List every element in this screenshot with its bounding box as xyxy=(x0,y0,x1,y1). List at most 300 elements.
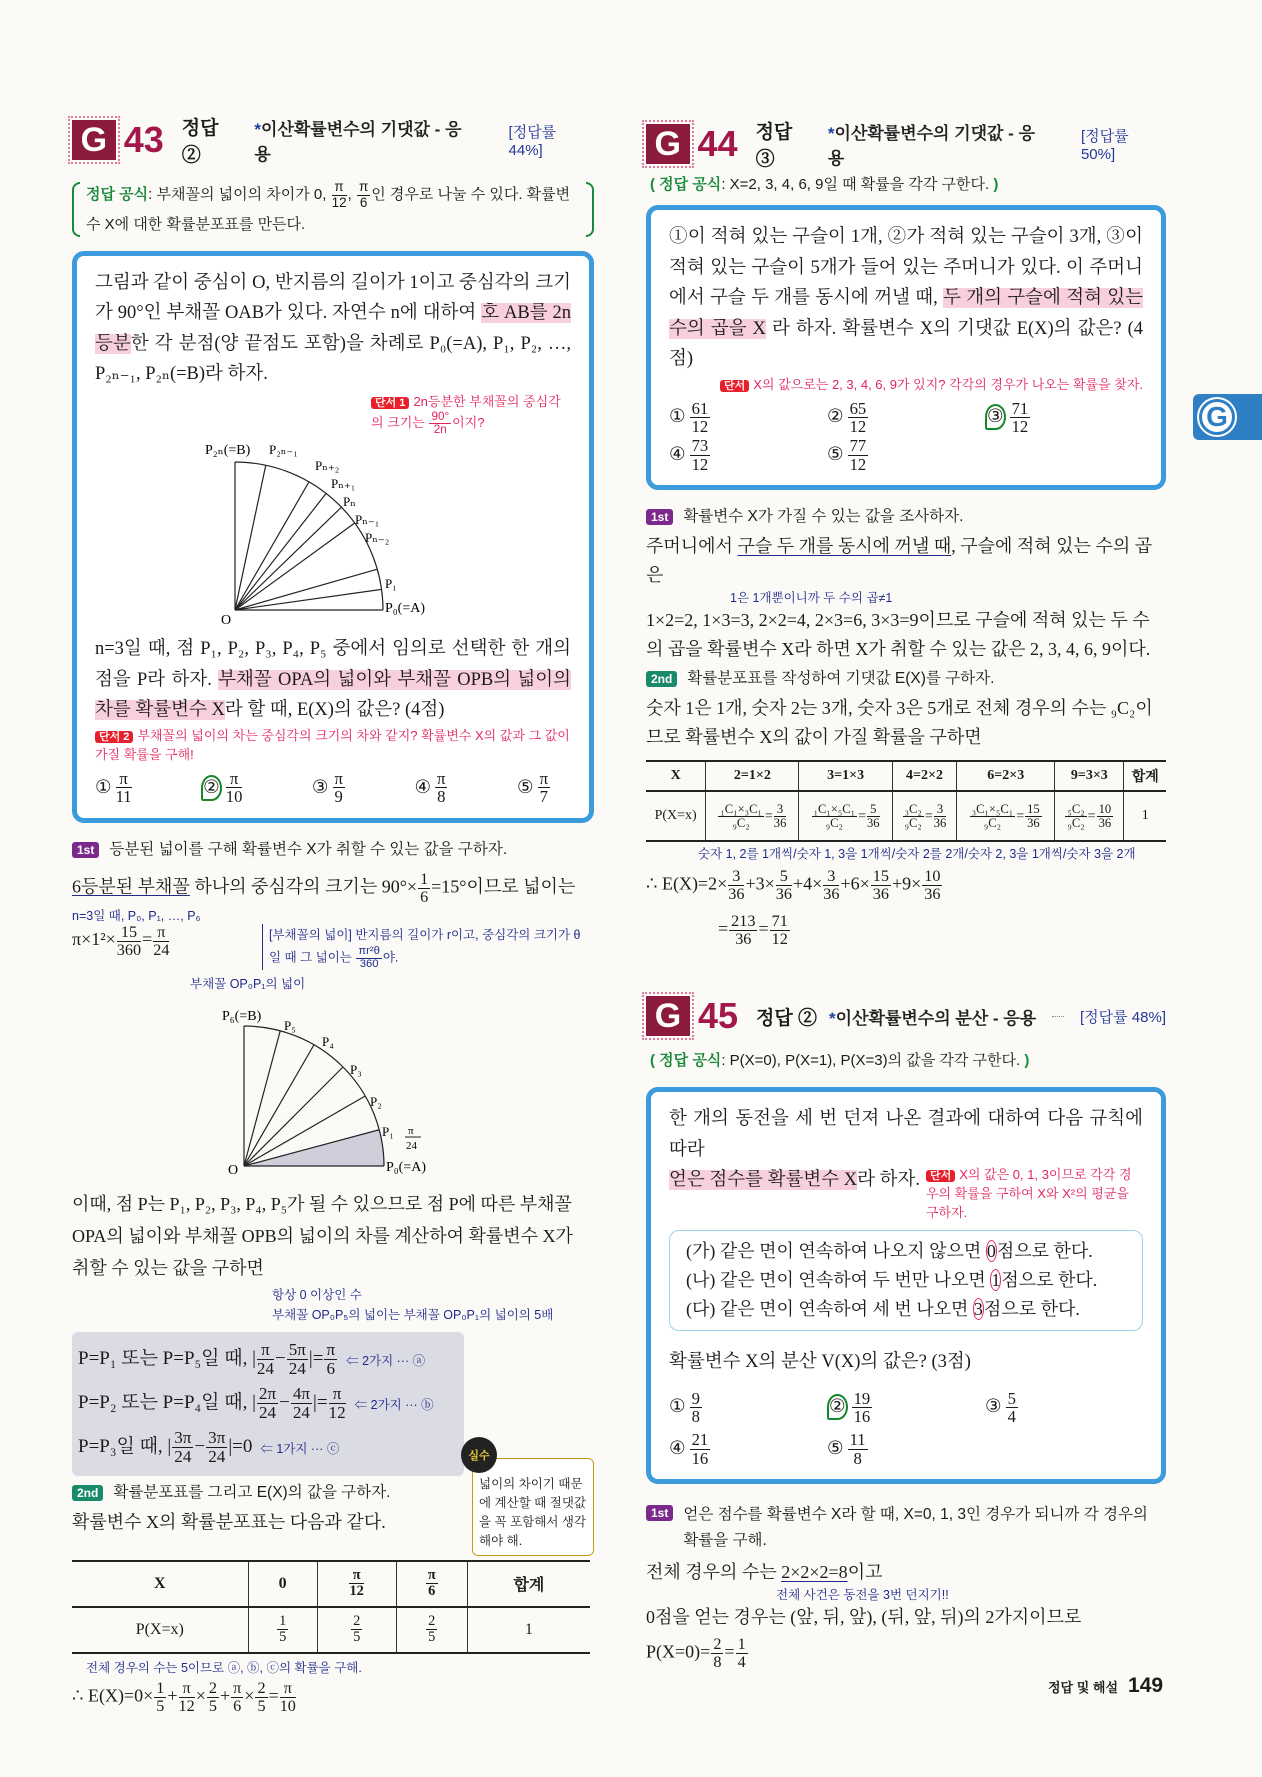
fraction xyxy=(718,803,763,830)
area-equation xyxy=(72,922,170,959)
expected-value-result xyxy=(72,1680,594,1715)
emphasis-run: 1 xyxy=(991,1270,1001,1290)
denominator: 12 xyxy=(1011,416,1029,436)
denominator: 12 xyxy=(328,1403,346,1423)
table-head xyxy=(72,1561,590,1607)
answer-choice[interactable] xyxy=(669,437,827,473)
hint-text: X의 값은 0, 1, 3이므로 각각 경우의 확률을 구하여 X와 X²의 평균을 구하자. xyxy=(925,1167,1132,1220)
footer-label: 정답 및 해설 xyxy=(1048,1680,1119,1695)
denominator: 36 xyxy=(924,885,941,904)
solution-note: n=3일 때, P₀, P₁, …, P₆ xyxy=(72,908,201,923)
case-row xyxy=(78,1426,458,1470)
numerator: πr²θ xyxy=(358,944,380,957)
denominator: 8 xyxy=(853,1448,862,1468)
text-run: P=P₁ 또는 P=P₅일 때, | xyxy=(78,1348,256,1370)
denominator: 12 xyxy=(691,454,709,474)
star-icon: * xyxy=(827,124,835,143)
data-cell xyxy=(248,1607,317,1653)
numerator: π xyxy=(329,1385,346,1404)
fraction xyxy=(277,1614,288,1645)
denominator: 4 xyxy=(1007,1406,1016,1426)
data-cell xyxy=(1124,791,1166,841)
fraction xyxy=(1010,400,1031,436)
numerator: π xyxy=(280,1680,296,1698)
emphasis-run: 부채꼴 OPA의 넓이와 부채꼴 OPB의 넓이의 차를 확률변수 X xyxy=(95,669,571,721)
fraction xyxy=(903,803,924,830)
text-run: 2n등분한 부채꼴의 중심각의 크기는 xyxy=(371,393,561,430)
section-badge: G xyxy=(646,124,690,164)
text-run: ①이 적혀 있는 구슬이 1개, ②가 적혀 있는 구슬이 3개, ③이 적혀 있는 구슬이 5개가 들어 있는 주머니가 있다. 이 주머니에서 구슬 두 개를 동시에 꺼낼 때, xyxy=(669,227,1143,308)
text-run: = xyxy=(1016,808,1025,824)
answer-choice[interactable] xyxy=(827,1390,985,1426)
fraction xyxy=(257,1385,278,1422)
hint xyxy=(669,375,1143,394)
fraction xyxy=(690,400,711,436)
correct-rate: [정답률 50%] xyxy=(1080,128,1129,163)
formula-text: : P(X=0), P(X=1), P(X=3)의 값을 각각 구한다. xyxy=(721,1052,1021,1069)
hint-tag: 단서 xyxy=(720,380,749,392)
text-run: X xyxy=(154,1574,166,1592)
text-run: [부채꼴의 넓이] 반지름의 길이가 r이고, 중심각의 크기가 θ일 때 그 넓이는 xyxy=(269,927,581,965)
topic xyxy=(828,119,1049,169)
section-side-tab[interactable] xyxy=(1193,394,1262,440)
text-run: P(X=x) xyxy=(654,808,697,824)
numerator: 71 xyxy=(771,912,788,931)
problem-text: 한 개의 동전을 세 번 던져 나온 결과에 대하여 다음 규칙에 따라 xyxy=(669,1109,1143,1160)
choice-number: ④ xyxy=(669,1439,686,1460)
text-run: = xyxy=(142,929,153,950)
answer-choice[interactable] xyxy=(827,400,985,436)
numerator: 73 xyxy=(691,436,709,456)
numerator: 10 xyxy=(1098,801,1112,816)
text-run: 한 각 분점(양 끝점도 포함)을 차례로 P₀(=A), P₁, P₂, …, P₂ₙ₋₁, P₂ₙ(=B)라 하자. xyxy=(95,333,571,385)
emphasis-run: 두 개의 구슬에 적혀 있는 수의 곱을 X xyxy=(669,288,1143,339)
mistake-badge: 실수 xyxy=(461,1437,497,1473)
denominator: 24 xyxy=(292,1403,310,1423)
denominator: 12 xyxy=(771,930,788,949)
radius-line xyxy=(244,1044,314,1165)
text-run: 점으로 한다. xyxy=(1001,1270,1098,1290)
text-run: 전체 경우의 수는 xyxy=(646,1562,782,1583)
text-run: n=3일 때, 점 P₁, P₂, P₃, P₄, P₅ 중에서 임의로 선택한 한 개의 점을 P라 하자. xyxy=(95,639,571,690)
numerator: 61 xyxy=(691,398,709,418)
emphasis-run: 3 xyxy=(973,1299,983,1319)
numerator: 65 xyxy=(849,398,867,418)
formula-text xyxy=(86,179,571,233)
fraction xyxy=(922,868,942,903)
denominator: 5 xyxy=(428,1629,436,1646)
data-row xyxy=(72,1607,590,1653)
choice-number: ④ xyxy=(669,445,686,466)
numerator: ₃C₂ xyxy=(904,801,922,816)
text-run: = xyxy=(718,919,729,940)
table-head xyxy=(646,761,1166,791)
solution-line xyxy=(646,532,1166,590)
text-run: =15°이므로 넓이는 xyxy=(431,876,576,897)
denominator: 36 xyxy=(1027,815,1040,830)
numerator: π xyxy=(257,1341,274,1360)
text-run: 0 xyxy=(278,1574,287,1592)
numerator: π xyxy=(427,1567,436,1584)
case-note: ⇐ 2가지 ··· ⓑ xyxy=(354,1397,434,1412)
bracket-right xyxy=(586,182,594,237)
fraction xyxy=(206,1429,227,1466)
dotted-leader xyxy=(1052,1016,1064,1017)
fraction xyxy=(154,1680,166,1715)
denominator: 5 xyxy=(257,1696,266,1715)
label-pn+1: Pₙ₊₁ xyxy=(331,476,356,492)
fraction xyxy=(179,1680,195,1715)
numerator: 3π xyxy=(208,1428,226,1448)
sector-diagram-2 xyxy=(222,1006,452,1176)
answer-choice[interactable] xyxy=(312,770,346,806)
emphasis-run: 2×2×2=8 xyxy=(781,1562,848,1583)
distribution-table xyxy=(72,1560,590,1654)
choice-number: ③ xyxy=(985,1397,1002,1418)
denominator: 36 xyxy=(933,815,947,830)
fraction xyxy=(226,770,243,806)
numerator: 3 xyxy=(823,868,839,886)
denominator: 36 xyxy=(775,885,792,904)
header-cell xyxy=(1124,761,1166,791)
denominator: 16 xyxy=(691,1448,709,1468)
problem-number: 43 xyxy=(123,119,164,160)
step-title: 얻은 점수를 확률변수 X라 할 때, X=0, 1, 3인 경우가 되니까 각 경우의 확률을 구해. xyxy=(683,1506,1148,1550)
fraction xyxy=(867,803,880,830)
rule-item xyxy=(686,1295,1126,1324)
answer-choice[interactable] xyxy=(985,400,1143,436)
denominator: 12 xyxy=(691,416,709,436)
denominator: ₉C₂ xyxy=(1067,815,1085,830)
formula-label: 정답 공식 xyxy=(659,1052,722,1069)
hint-tag: 단서 2 xyxy=(95,731,133,743)
numerator: 1 xyxy=(279,1613,287,1630)
case-row xyxy=(78,1382,458,1426)
answer-choice[interactable] xyxy=(669,1431,827,1467)
denominator: 8 xyxy=(713,1653,722,1672)
text-run: (다) 같은 면이 연속하여 세 번 나오면 xyxy=(686,1299,973,1319)
table-intro: 확률변수 X의 확률분포표는 다음과 같다. xyxy=(72,1511,386,1532)
hint-text: X의 값으로는 2, 3, 4, 6, 9가 있지? 각각의 경우가 나오는 확률을 찾자. xyxy=(753,376,1143,392)
case-row xyxy=(78,1338,458,1382)
text-run: |=0 xyxy=(228,1436,253,1458)
label-pn-1: Pₙ₋₁ xyxy=(355,512,380,528)
denominator: 36 xyxy=(735,930,752,949)
note-5x: 부채꼴 OP₀P₅의 넓이는 부채꼴 OP₀P₁의 넓이의 5배 xyxy=(272,1307,554,1322)
text-run: : 부채꼴의 넓이의 차이가 0, xyxy=(148,186,331,203)
numerator: 15 xyxy=(872,867,889,886)
solution-line xyxy=(646,1558,1166,1587)
step-1 xyxy=(646,506,1166,528)
hint-1 xyxy=(371,392,571,437)
emphasis-run: 호 AB를 2n등분 xyxy=(95,303,571,354)
fraction xyxy=(852,1390,873,1426)
step-title: 등분된 넓이를 구해 확률변수 X가 취할 수 있는 값을 구하자. xyxy=(109,840,508,858)
numerator: 1 xyxy=(156,1678,165,1697)
fraction xyxy=(332,180,347,209)
numerator: π xyxy=(179,1680,195,1698)
label-p3: P₃ xyxy=(350,1061,362,1077)
header-cell xyxy=(957,761,1055,791)
header-cell xyxy=(646,761,706,791)
hint xyxy=(926,1165,1143,1222)
text-run: = xyxy=(724,1642,735,1663)
radius-line xyxy=(235,465,266,610)
choices xyxy=(669,400,1143,474)
solution-paragraph: 이때, 점 P는 P₁, P₂, P₃, P₄, P₅가 될 수 있으므로 점 P에 따른 부채꼴 OPA의 넓이와 부채꼴 OPB의 넓이의 차를 계산하여 확률변수 X가 취할 수 있는 값을 구하면 xyxy=(72,1193,573,1278)
label-o: O xyxy=(228,1162,239,1176)
denominator: 36 xyxy=(823,885,840,904)
text-run: 이지? xyxy=(452,414,485,430)
mistake-callout xyxy=(468,1449,594,1556)
denominator: 36 xyxy=(866,815,880,830)
text-run: = xyxy=(1087,808,1096,824)
denominator: 360 xyxy=(116,940,142,959)
text-run: 점으로 한다. xyxy=(996,1241,1093,1261)
fraction xyxy=(349,1568,363,1599)
fraction xyxy=(711,1636,723,1671)
answer-label: 정답 ② xyxy=(181,118,219,166)
numerator: 4π xyxy=(292,1384,311,1404)
numerator: π xyxy=(539,768,548,788)
fraction xyxy=(690,1390,702,1426)
radius-line xyxy=(235,482,309,610)
denominator: 5 xyxy=(156,1696,165,1715)
denominator: 4 xyxy=(737,1653,746,1672)
denominator: 36 xyxy=(872,885,889,904)
text-run: 야. xyxy=(382,950,399,965)
numerator: π xyxy=(437,768,446,788)
numerator: 90° xyxy=(431,409,450,423)
fraction xyxy=(418,871,430,906)
answer-choice[interactable] xyxy=(985,1390,1143,1426)
denominator: 8 xyxy=(691,1406,700,1426)
label-pn: Pₙ xyxy=(343,494,356,510)
emphasis-run: 얻은 점수를 확률변수 X xyxy=(669,1170,858,1190)
radius-line xyxy=(235,590,382,611)
label-b: P₂ₙ(=B) xyxy=(205,443,251,459)
emphasis-run: 구슬 두 개를 동시에 꺼낼 때 xyxy=(737,536,952,557)
page-footer xyxy=(1048,1674,1163,1698)
data-cell xyxy=(646,791,706,841)
question-text: 확률변수 X의 분산 V(X)의 값은? (3점) xyxy=(669,1352,971,1372)
answer-choice[interactable] xyxy=(827,437,985,473)
denominator: 24 xyxy=(208,1447,226,1467)
step-1 xyxy=(646,1502,1166,1554)
answer-choice[interactable] xyxy=(669,400,827,436)
topic-text: 이산확률변수의 분산 - 응용 xyxy=(835,1008,1037,1028)
denominator: 36 xyxy=(1098,815,1112,830)
correct-rate: [정답률 44%] xyxy=(508,124,557,159)
text-run: 인 경우로 나눌 수 있다. 확률변수 X에 대한 확률분포표를 만든다. xyxy=(86,186,571,233)
fraction xyxy=(291,1385,312,1422)
numerator: 5π xyxy=(288,1340,306,1360)
emphasis-run: 0 xyxy=(986,1241,996,1261)
text-run: ∴ E(X)=2× xyxy=(646,874,728,895)
fraction xyxy=(231,1680,243,1715)
answer-label: 정답 ③ xyxy=(755,122,793,170)
radius-line xyxy=(244,1031,280,1166)
numerator: 10 xyxy=(924,867,941,886)
case-note: ⇐ 1가지 ··· ⓒ xyxy=(260,1441,340,1456)
header-cell xyxy=(1055,761,1124,791)
fraction xyxy=(329,1385,346,1422)
text-run: +6× xyxy=(840,874,870,895)
g45-header xyxy=(646,996,1166,1036)
bracket-left xyxy=(72,182,80,237)
cases-block xyxy=(72,1332,464,1476)
denominator: 24 xyxy=(174,1447,192,1467)
choice-number: ④ xyxy=(414,777,432,798)
data-cell xyxy=(706,791,799,841)
text-run: 라 할 때, E(X)의 값은? (4점) xyxy=(224,700,445,721)
header-row xyxy=(72,1561,590,1607)
fraction xyxy=(429,411,451,437)
correct-rate: [정답률 48%] xyxy=(1080,1008,1166,1026)
answer-choice[interactable] xyxy=(95,770,133,806)
answer-choice[interactable] xyxy=(201,770,243,806)
step-1 xyxy=(72,839,594,861)
text-run: +4× xyxy=(792,874,823,895)
header-cell xyxy=(467,1561,590,1607)
denominator: 6 xyxy=(420,887,429,906)
answer-choice[interactable] xyxy=(827,1431,985,1467)
problem-box xyxy=(646,205,1166,490)
choice-number: ① xyxy=(95,777,112,798)
fraction xyxy=(356,946,382,971)
text-run: P=P₃일 때, | xyxy=(78,1436,172,1458)
denominator: ₉C₂ xyxy=(825,815,843,830)
case-equation xyxy=(78,1341,338,1378)
fraction xyxy=(823,868,839,903)
hint-2 xyxy=(95,726,571,764)
numerator: 15 xyxy=(1027,801,1040,816)
denominator: 2n xyxy=(433,422,447,436)
fraction xyxy=(1065,803,1086,830)
answer-choice[interactable] xyxy=(414,770,448,806)
fraction xyxy=(776,868,792,903)
text-run: π×1²× xyxy=(72,929,116,950)
choice-number: ① xyxy=(669,1397,686,1418)
text-run: 1 xyxy=(524,1620,533,1638)
denominator: 9 xyxy=(334,787,343,807)
text-run: = xyxy=(858,808,866,824)
answer-label: 정답 ② xyxy=(756,1007,818,1029)
denominator: 24 xyxy=(288,1359,306,1379)
denominator: 5 xyxy=(279,1629,287,1646)
step-badge: 1st xyxy=(646,1505,673,1521)
numerator: 2 xyxy=(208,1678,217,1697)
area-note: 부채꼴 OP₀P₁의 넓이 xyxy=(190,976,306,991)
probability-equation xyxy=(646,1636,1166,1671)
fraction xyxy=(848,437,869,473)
text-run: 주머니에서 xyxy=(646,536,738,557)
step-2 xyxy=(646,668,1166,690)
problem-number: 45 xyxy=(698,995,739,1036)
denominator: 12 xyxy=(849,416,867,436)
denominator: 24 xyxy=(258,1403,277,1423)
choice-number: ③ xyxy=(311,777,329,798)
fraction xyxy=(357,180,370,209)
header-cell xyxy=(706,761,799,791)
denominator: 12 xyxy=(349,1583,364,1600)
data-cell xyxy=(72,1607,248,1653)
step-badge: 1st xyxy=(646,509,673,525)
denominator: 7 xyxy=(539,787,548,807)
numerator: ₅C₂ xyxy=(1067,801,1085,816)
text-run: × xyxy=(195,1685,206,1706)
text-run: − xyxy=(275,1348,286,1370)
text-run: P=P₂ 또는 P=P₄일 때, | xyxy=(78,1392,256,1414)
numerator: 2 xyxy=(353,1613,361,1630)
fraction xyxy=(736,1636,748,1671)
label-pn+2: Pₙ₊₂ xyxy=(315,458,340,474)
text-run: = xyxy=(764,808,773,824)
denominator: 16 xyxy=(853,1406,871,1426)
fraction xyxy=(848,400,869,436)
radius-line xyxy=(235,494,326,611)
label-p2n-1: P₂ₙ₋₁ xyxy=(269,442,298,458)
numerator: π xyxy=(233,1678,242,1697)
fraction xyxy=(117,924,141,959)
answer-choice[interactable] xyxy=(669,1390,827,1426)
data-cell xyxy=(1055,791,1124,841)
section-badge: G xyxy=(646,996,690,1036)
topic-text: 이산확률변수의 기댓값 - 응용 xyxy=(827,124,1035,168)
fraction xyxy=(934,803,947,830)
emphasis-run: 6등분된 부채꼴 xyxy=(72,876,190,897)
choice-number: ⑤ xyxy=(827,445,844,466)
fraction xyxy=(728,868,744,903)
topic xyxy=(254,115,476,165)
numerator: ₁C₁×₃C₁ xyxy=(720,801,762,816)
numerator: 5 xyxy=(1007,1388,1016,1408)
hint-tag: 단서 1 xyxy=(371,397,409,409)
g43-header xyxy=(72,118,594,166)
text-run: × xyxy=(244,1685,255,1706)
denominator: 10 xyxy=(225,787,243,807)
star-icon: * xyxy=(254,120,262,139)
text-run: |= xyxy=(308,1348,324,1370)
text-run: = xyxy=(268,1685,279,1706)
text-run: 합계 xyxy=(1131,770,1159,786)
numerator: π xyxy=(226,770,243,788)
side-tab-label: G xyxy=(1199,399,1235,435)
fraction xyxy=(848,1431,868,1467)
text-run: 라 하자. 확률변수 X의 기댓값 E(X)의 값은? (4점) xyxy=(669,318,1143,369)
data-cell xyxy=(467,1607,590,1653)
label-b: P₆(=B) xyxy=(222,1008,262,1024)
denominator: 36 xyxy=(773,815,787,830)
expected-value-line1 xyxy=(646,868,1166,903)
rules-box xyxy=(669,1230,1143,1331)
area-equation-row xyxy=(72,922,594,991)
area-formula-callout xyxy=(262,924,592,971)
denominator: ₉C₂ xyxy=(732,815,750,830)
numerator: π xyxy=(358,179,369,195)
numerator: 15 xyxy=(117,924,141,942)
denominator: 5 xyxy=(353,1629,361,1646)
solution-line-2: 0점을 얻는 경우는 (앞, 뒤, 앞), (뒤, 앞, 뒤)의 2가지이므로 xyxy=(646,1607,1082,1628)
text-run: 하나의 중심각의 크기는 90°× xyxy=(189,876,418,897)
step-title: 확률분포표를 그리고 E(X)의 값을 구하자. xyxy=(113,1483,391,1501)
answer-choice[interactable] xyxy=(517,770,551,806)
formula-text: : X=2, 3, 4, 6, 9일 때 확률을 각각 구한다. xyxy=(721,176,990,193)
denominator: 8 xyxy=(437,787,446,807)
rule-item xyxy=(686,1237,1126,1266)
header-cell xyxy=(396,1561,467,1607)
choice-number: ② xyxy=(827,1394,848,1420)
